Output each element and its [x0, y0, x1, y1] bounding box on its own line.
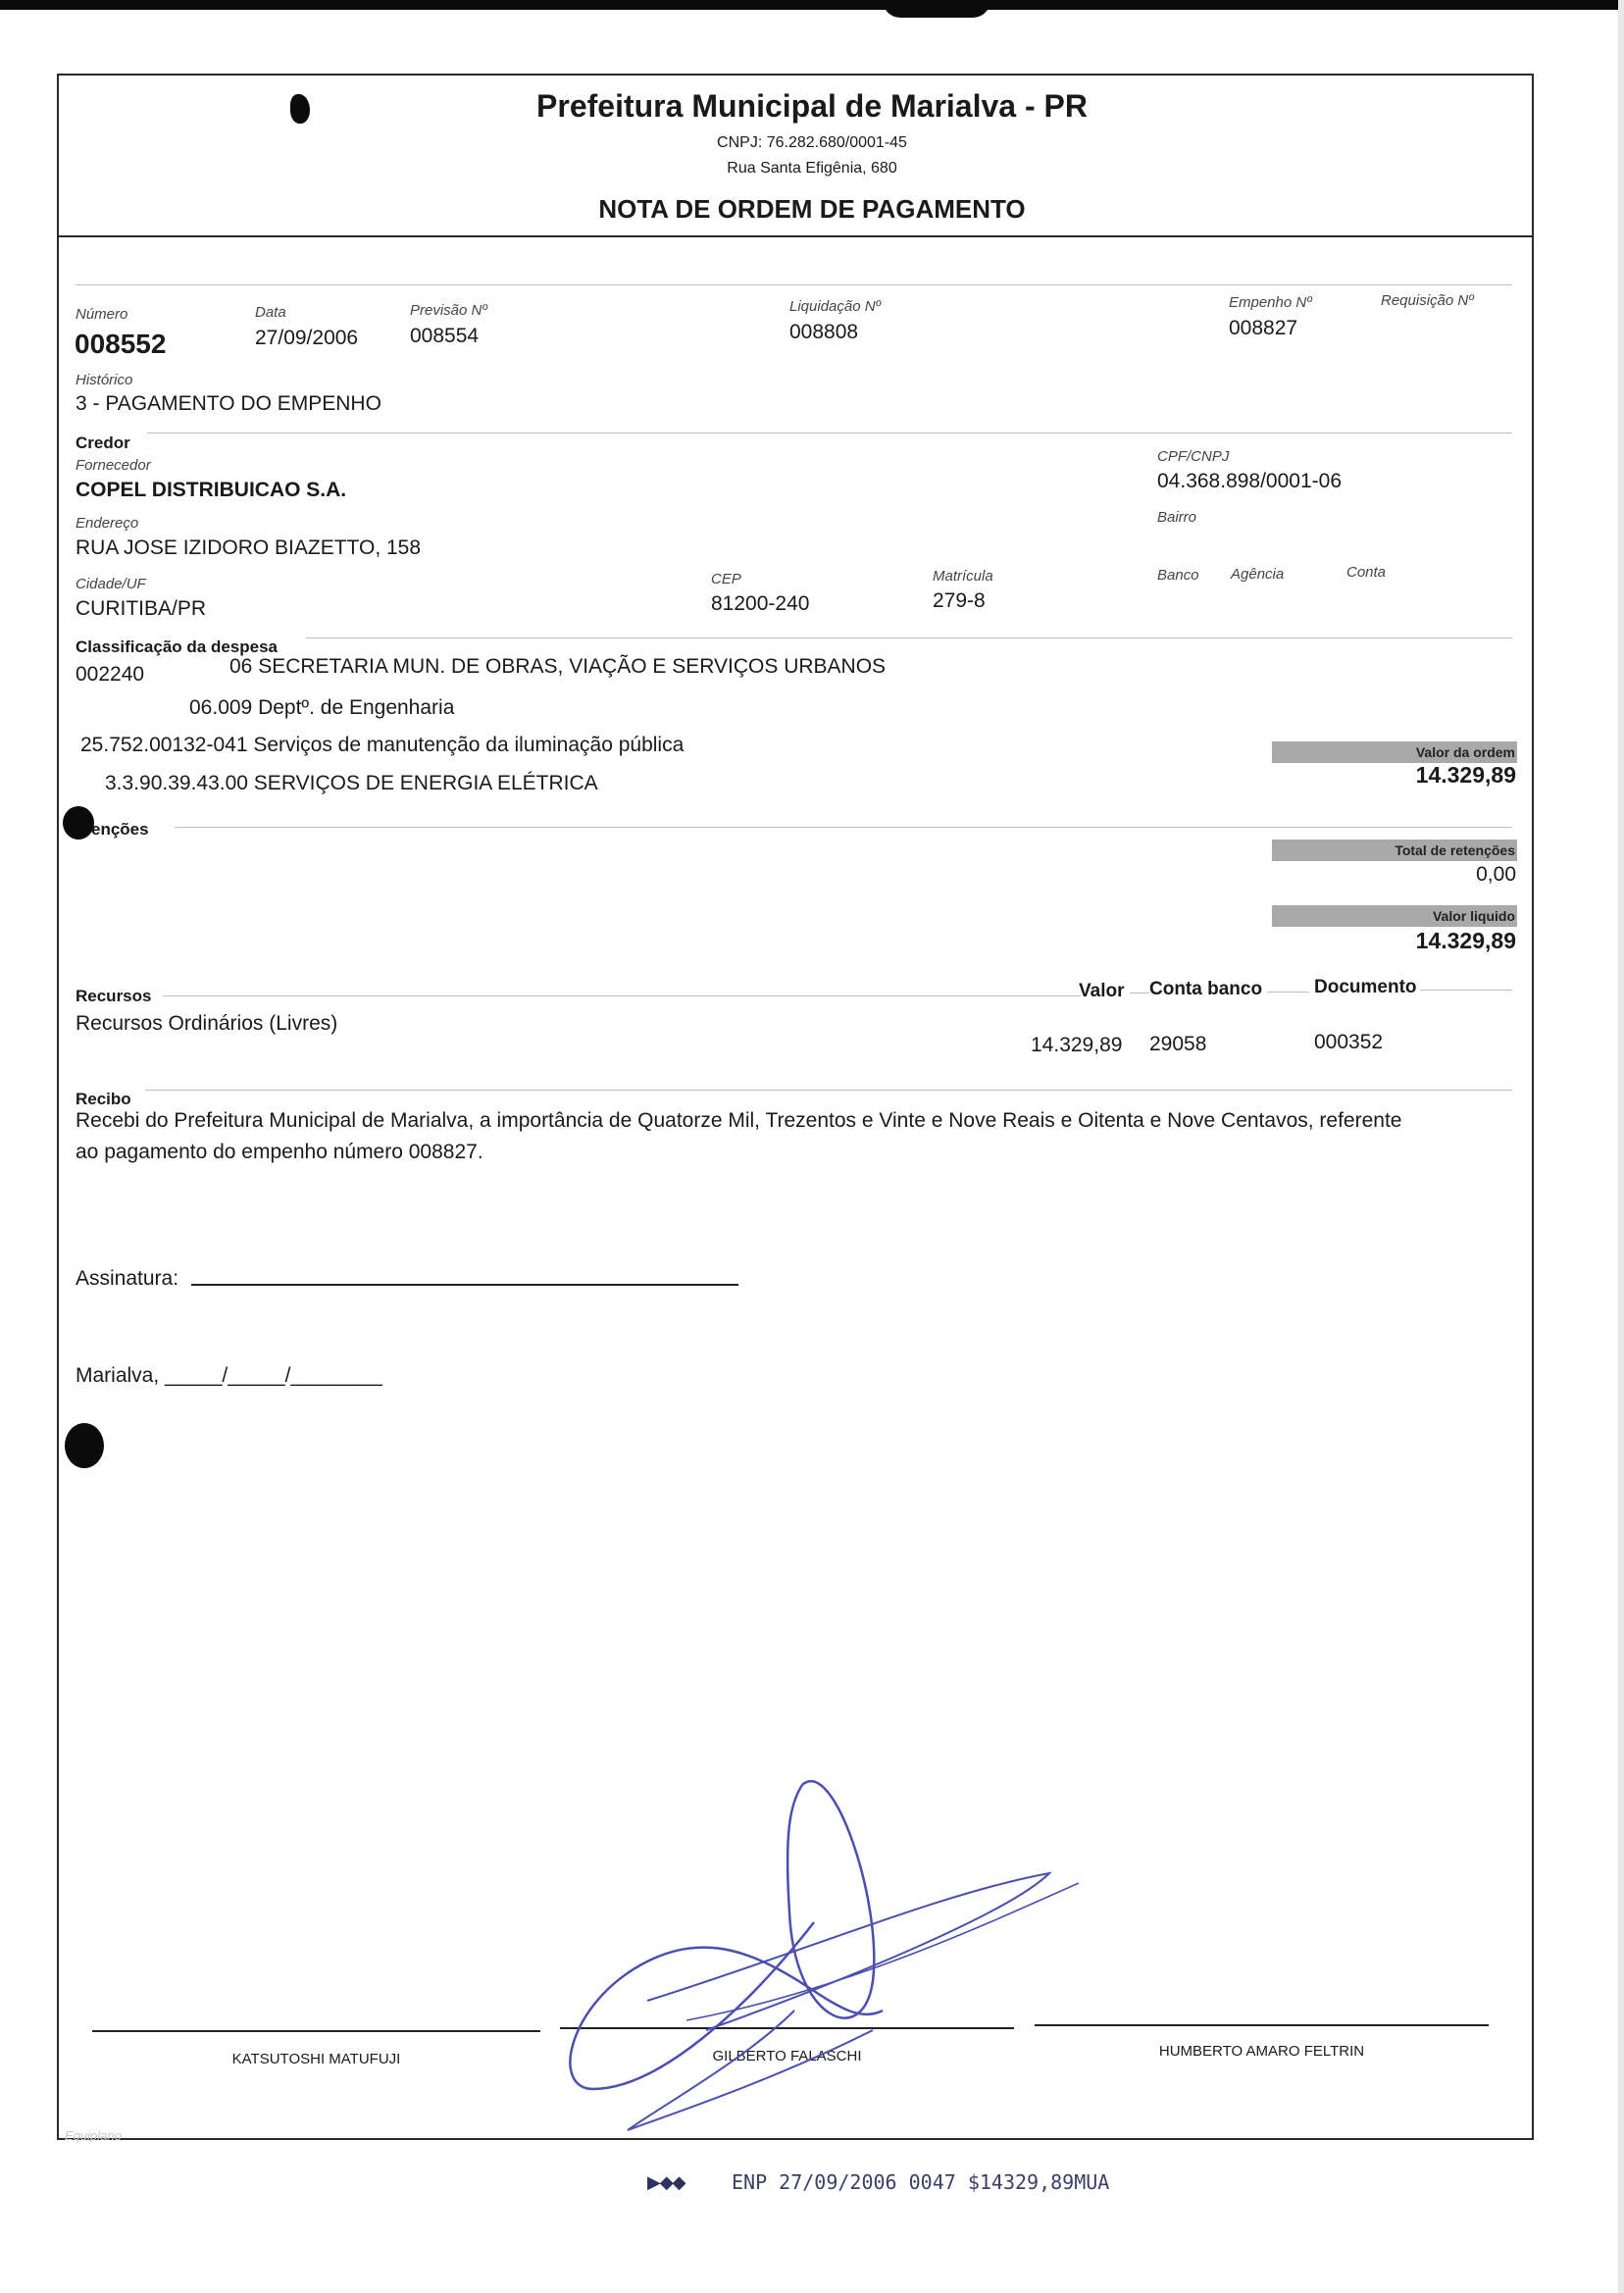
software-watermark: Equiplano — [65, 2128, 122, 2143]
total-retencoes-label: Total de retenções — [1272, 840, 1517, 861]
conta-label: Conta — [1346, 564, 1387, 581]
punch-hole — [65, 1423, 104, 1468]
org-name: Prefeitura Municipal de Marialva - PR — [536, 88, 1088, 124]
fornecedor-label: Fornecedor — [76, 457, 151, 474]
classificacao-line4: 3.3.90.39.43.00 SERVIÇOS DE ENERGIA ELÉTRICA — [105, 772, 598, 794]
rule — [175, 827, 1512, 828]
previsao-label: Previsão Nº — [410, 302, 487, 319]
assinatura-line — [191, 1284, 738, 1286]
total-retencoes-value: 0,00 — [1476, 863, 1516, 886]
recursos-conta: 29058 — [1149, 1033, 1207, 1055]
rule — [306, 637, 1512, 638]
org-cnpj: CNPJ: 76.282.680/0001-45 — [717, 134, 907, 151]
liquidacao-label: Liquidação Nº — [789, 298, 882, 315]
empenho-value: 008827 — [1229, 317, 1298, 339]
valor-liquido-value: 14.329,89 — [1415, 928, 1516, 953]
rule — [76, 284, 1512, 285]
document-title: NOTA DE ORDEM DE PAGAMENTO — [598, 194, 1026, 224]
endereco-label: Endereço — [76, 515, 139, 532]
signatory-1: KATSUTOSHI MATUFUJI — [231, 2051, 401, 2067]
previsao-value: 008554 — [410, 325, 480, 347]
data-value: 27/09/2006 — [255, 327, 359, 349]
cpf-value: 04.368.898/0001-06 — [1157, 470, 1343, 492]
bank-stamp-logo: ▶◆◆ — [647, 2172, 685, 2193]
fornecedor-value: COPEL DISTRIBUICAO S.A. — [76, 479, 347, 501]
data-label: Data — [255, 304, 286, 321]
valor-ordem-label: Valor da ordem — [1272, 741, 1517, 763]
cidade-value: CURITIBA/PR — [76, 597, 207, 620]
signature-line-1 — [92, 2030, 540, 2032]
recursos-valor: 14.329,89 — [1031, 1034, 1123, 1056]
recursos-conta-header: Conta banco — [1149, 979, 1263, 999]
local-date: Marialva, _____/_____/________ — [76, 1364, 382, 1387]
classificacao-code: 002240 — [76, 663, 145, 686]
signatory-3: HUMBERTO AMARO FELTRIN — [1158, 2043, 1365, 2060]
valor-liquido-label: Valor liquido — [1272, 905, 1517, 927]
endereco-value: RUA JOSE IZIDORO BIAZETTO, 158 — [76, 536, 422, 559]
valor-ordem-value: 14.329,89 — [1415, 762, 1516, 788]
recursos-descricao: Recursos Ordinários (Livres) — [76, 1012, 338, 1035]
punch-hole — [63, 806, 94, 840]
numero-label: Número — [76, 306, 128, 323]
cep-value: 81200-240 — [711, 592, 810, 615]
historico-value: 3 - PAGAMENTO DO EMPENHO — [76, 392, 381, 415]
header-divider — [57, 235, 1534, 237]
cep-label: CEP — [711, 571, 741, 587]
rule — [163, 995, 1081, 996]
scan-artifact — [883, 0, 990, 18]
classificacao-line1: 06 SECRETARIA MUN. DE OBRAS, VIAÇÃO E SERVIÇOS URBANOS — [229, 655, 887, 678]
assinatura-label: Assinatura: — [76, 1267, 179, 1290]
rule — [145, 1090, 1512, 1091]
bairro-label: Bairro — [1157, 509, 1197, 526]
bank-stamp: ENP 27/09/2006 0047 $14329,89MUA — [732, 2170, 1110, 2194]
rule — [1130, 993, 1149, 994]
credor-section: Credor — [76, 433, 130, 452]
requisicao-label: Requisição Nº — [1381, 292, 1474, 309]
recursos-section: Recursos — [76, 987, 152, 1005]
historico-label: Histórico — [76, 372, 133, 388]
numero-value: 008552 — [75, 329, 167, 359]
matricula-label: Matrícula — [933, 568, 993, 585]
recursos-documento-header: Documento — [1314, 977, 1417, 997]
classificacao-line3: 25.752.00132-041 Serviços de manutenção da iluminação pública — [80, 734, 685, 756]
cidade-label: Cidade/UF — [76, 576, 146, 592]
signatory-2: GILBERTO FALASCHI — [712, 2048, 862, 2064]
cpf-label: CPF/CNPJ — [1157, 448, 1230, 465]
signature-line-3 — [1035, 2024, 1489, 2026]
recursos-valor-header: Valor — [1079, 981, 1125, 1001]
recibo-line2: ao pagamento do empenho número 008827. — [76, 1141, 483, 1163]
classificacao-section: Classificação da despesa — [76, 637, 279, 656]
retencoes-section: enções — [91, 820, 149, 839]
banco-label: Banco — [1157, 567, 1199, 584]
recibo-line1: Recebi do Prefeitura Municipal de Marialva, a importância de Quatorze Mil, Trezentos e Vinte e Nove Reais e Oitenta e Nove Centavos, referente — [76, 1109, 1402, 1132]
liquidacao-value: 008808 — [789, 321, 859, 343]
org-address: Rua Santa Efigênia, 680 — [727, 160, 897, 177]
scan-top-edge — [0, 0, 1624, 10]
punch-mark — [290, 94, 310, 124]
handwritten-signature — [549, 1765, 1098, 2148]
rule — [1267, 992, 1309, 993]
scan-right-edge — [1618, 0, 1624, 2293]
rule — [1420, 990, 1512, 991]
empenho-label: Empenho Nº — [1229, 294, 1312, 311]
recursos-documento: 000352 — [1314, 1031, 1384, 1053]
matricula-value: 279-8 — [933, 589, 986, 612]
agencia-label: Agência — [1231, 566, 1285, 583]
classificacao-line2: 06.009 Deptº. de Engenharia — [189, 696, 455, 719]
recibo-section: Recibo — [76, 1090, 131, 1108]
